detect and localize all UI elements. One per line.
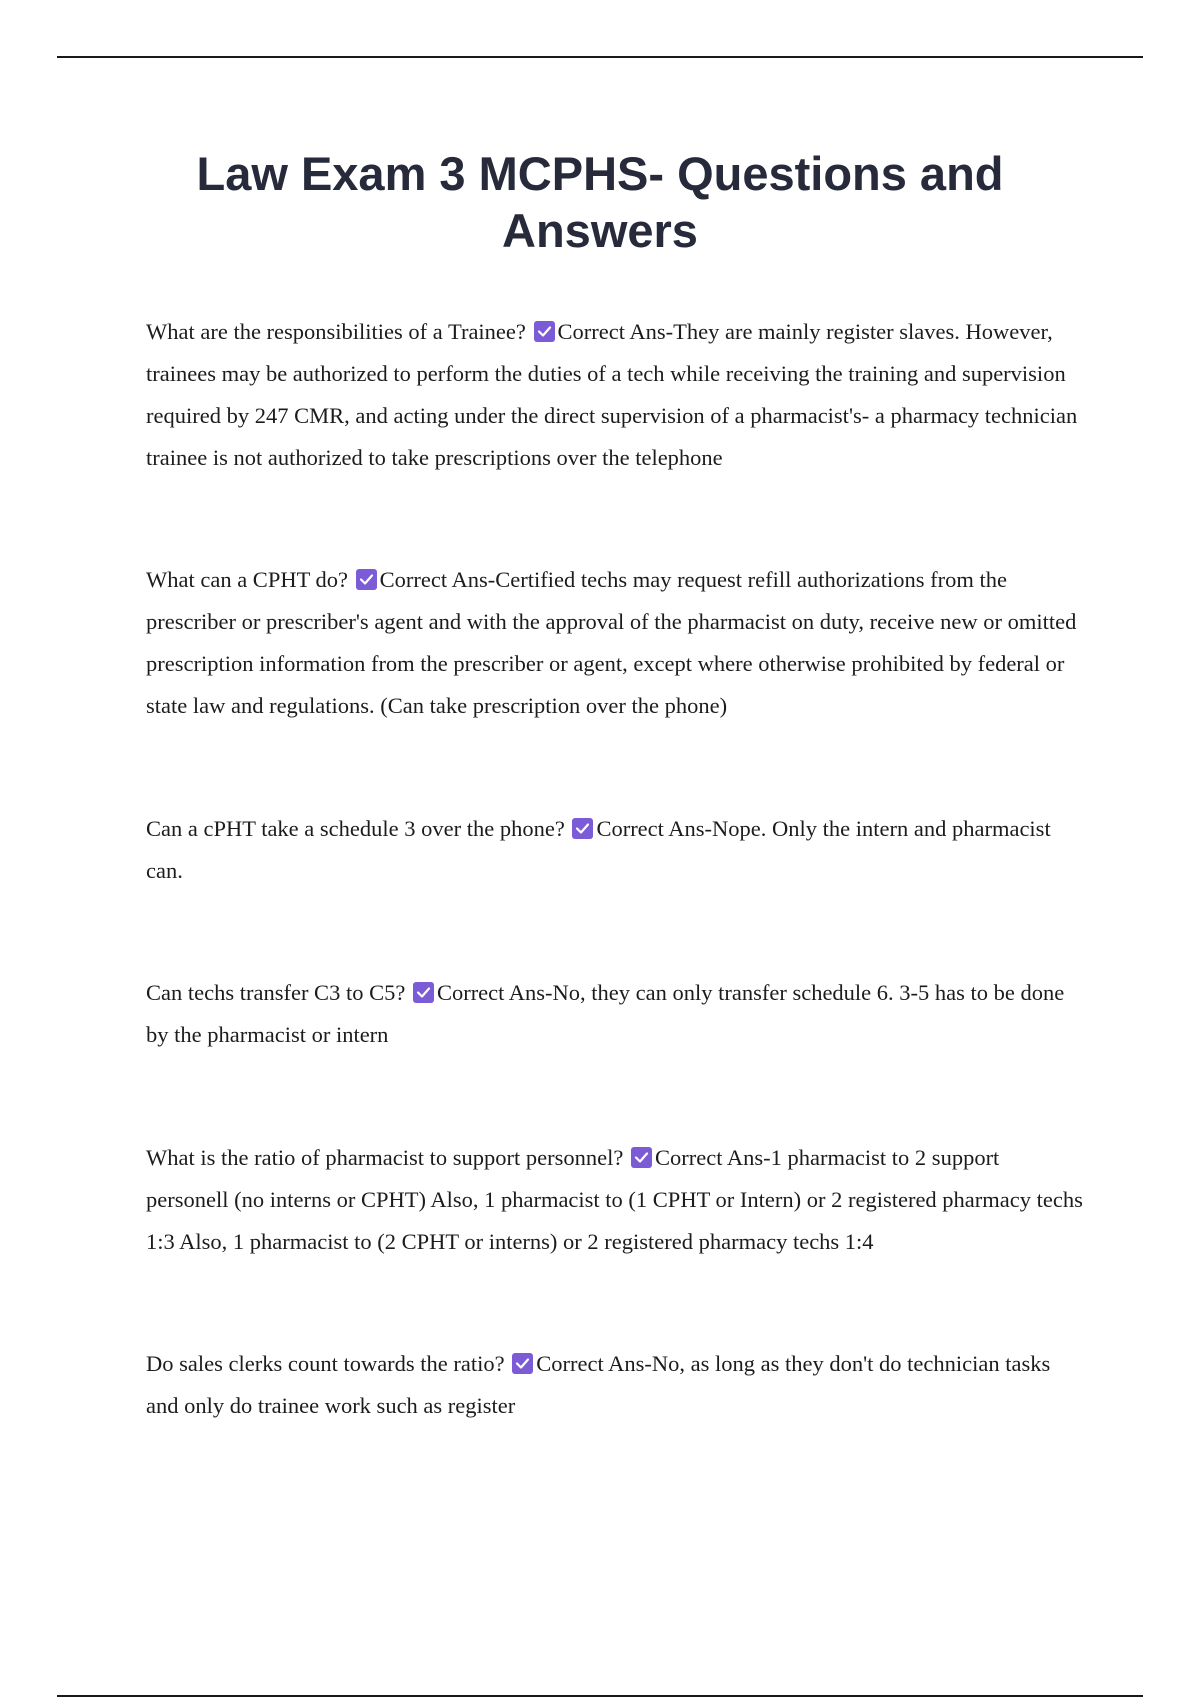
question-text: Can a cPHT take a schedule 3 over the phone? (146, 816, 565, 841)
qa-item (146, 311, 1086, 479)
header-rule (57, 56, 1143, 58)
checkbox-checked-icon (631, 1147, 652, 1168)
question-text: What is the ratio of pharmacist to support personnel? (146, 1145, 624, 1170)
checkbox-checked-icon (572, 818, 593, 839)
answer-text: Correct Ans-Nope. Only the intern and pharmacist can. (146, 816, 1051, 883)
question-text: Can techs transfer C3 to C5? (146, 980, 406, 1005)
question-text: Do sales clerks count towards the ratio? (146, 1351, 505, 1376)
document-title: Law Exam 3 MCPHS- Questions and Answers (196, 147, 1004, 257)
answer-text: Correct Ans-No, as long as they don't do technician tasks and only do trainee work such as register (146, 1351, 1051, 1418)
answer-text: Correct Ans-They are mainly register slaves. However, trainees may be authorized to perform the duties of a tech while receiving the training and supervision required by 247 CMR, and acting under the direct supervision of a pharmacist's- a pharmacy technician trainee is not authorized to take prescriptions over the telephone (146, 319, 1078, 470)
checkbox-checked-icon (512, 1353, 533, 1374)
question-text: What are the responsibilities of a Trainee? (146, 319, 526, 344)
answer-text: Correct Ans-1 pharmacist to 2 support personell (no interns or CPHT) Also, 1 pharmacist to (1 CPHT or Intern) or 2 registered pharmacy techs 1:3 Also, 1 pharmacist to (2 CPHT or interns) or 2 registered pharmacy techs 1:4 (146, 1145, 1083, 1254)
qa-item (146, 1343, 1086, 1427)
qa-item (146, 559, 1086, 727)
answer-text: Correct Ans-No, they can only transfer schedule 6. 3-5 has to be done by the pharmacist or intern (146, 980, 1065, 1047)
answer-text: Correct Ans-Certified techs may request refill authorizations from the prescriber or prescriber's agent and with the approval of the pharmacist on duty, receive new or omitted prescription information from the prescriber or agent, except where otherwise prohibited by federal or state law and regulations. (Can take prescription over the phone) (146, 567, 1077, 718)
question-text: What can a CPHT do? (146, 567, 349, 592)
footer-rule (57, 1695, 1143, 1697)
checkbox-checked-icon (413, 982, 434, 1003)
checkbox-checked-icon (356, 569, 377, 590)
checkbox-checked-icon (534, 321, 555, 342)
qa-item (146, 972, 1086, 1056)
qa-item (146, 808, 1086, 892)
qa-item (146, 1137, 1086, 1263)
